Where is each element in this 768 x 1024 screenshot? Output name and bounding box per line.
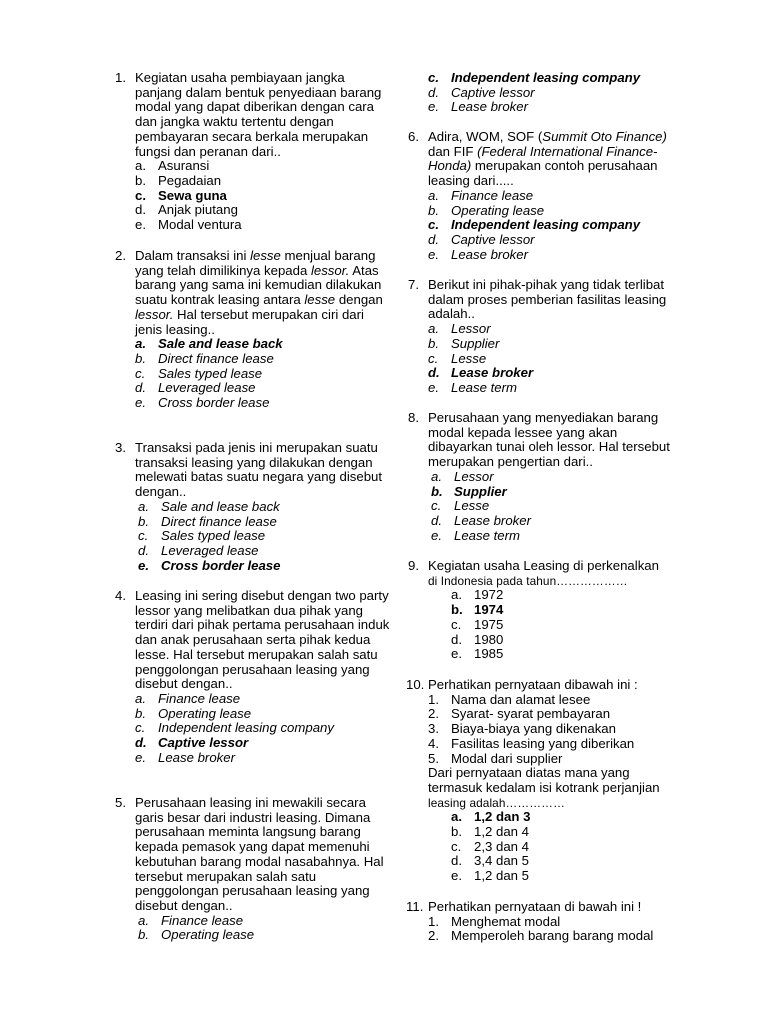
- question-number: 8.: [408, 410, 419, 425]
- option-d: d. Captive lessor: [428, 84, 535, 100]
- option-b-answer: b. Supplier: [431, 483, 507, 499]
- question-number: 4.: [115, 588, 126, 603]
- option-a: a. Finance lease: [428, 187, 534, 203]
- question-number: 3.: [115, 440, 126, 455]
- question-prompt: Dari pernyataan diatas mana yang termasuk kedalam isi kotrank perjanjian leasing adalah……………: [428, 765, 660, 810]
- question-stem: Transaksi pada jenis ini merupakan suatu transaksi leasing yang dilakukan dengan melewati batas suatu negara yang disebut dengan..: [135, 440, 383, 500]
- option-e: e. 1985: [451, 646, 504, 662]
- option-c: c. Sales typed lease: [135, 365, 263, 381]
- option-b: b. Operating lease: [135, 705, 252, 721]
- option-d: d. Leveraged lease: [135, 380, 256, 396]
- question-number: 5.: [115, 795, 126, 810]
- option-c-answer: c. Independent leasing company: [428, 217, 641, 233]
- question-11: [408, 900, 678, 944]
- statement-2: 2. Memperoleh barang barang modal: [428, 928, 654, 944]
- option-c: c. 1975: [451, 616, 504, 632]
- question-stem: Leasing ini sering disebut dengan two party lessor yang melibatkan dua pihak yang terdiri dari pihak pertama perusahaan induk dan anak perusahaan serta pihak kedua lesse. Hal tersebut merupakan salah satu penggolongan perusahaan leasing yang disebut dengan..: [135, 588, 390, 692]
- question-number: 9.: [408, 558, 419, 573]
- question-3: [115, 441, 393, 573]
- statement-5: 5. Modal dari supplier: [428, 750, 563, 766]
- option-c: c. Lesse: [428, 350, 487, 366]
- question-5: [115, 796, 393, 943]
- option-e: e. 1,2 dan 5: [451, 868, 529, 884]
- option-a: a. Lessor: [431, 468, 494, 484]
- statement-4: 4. Fasilitas leasing yang diberikan: [428, 735, 635, 751]
- option-b-answer: b. 1974: [451, 602, 504, 618]
- option-e-answer: e. Cross border lease: [138, 557, 281, 573]
- question-number: 2.: [115, 248, 126, 263]
- option-e: e. Cross border lease: [135, 395, 270, 411]
- question-stem: Perhatikan pernyataan dibawah ini :: [428, 677, 638, 692]
- option-d: d. Anjak piutang: [135, 202, 238, 218]
- option-d: d. 3,4 dan 5: [451, 853, 529, 869]
- option-a: a. Sale and lease back: [138, 498, 280, 514]
- question-stem: Kegiatan usaha Leasing di perkenalkan di Indonesia pada tahun………………: [428, 558, 659, 588]
- option-d: d. Lease broker: [431, 512, 531, 528]
- question-1: [115, 71, 393, 233]
- option-c: c. Sales typed lease: [138, 528, 266, 544]
- option-e: e. Lease term: [431, 527, 520, 543]
- option-a: a. Lessor: [428, 321, 491, 337]
- option-c: c. 2,3 dan 4: [451, 838, 529, 854]
- question-number: 7.: [408, 277, 419, 292]
- option-c-answer: c. Sewa guna: [135, 187, 227, 203]
- option-b: b. Operating lease: [428, 202, 545, 218]
- option-d-answer: d. Captive lessor: [135, 735, 249, 751]
- question-number: 6.: [408, 129, 419, 144]
- question-stem: Perusahaan leasing ini mewakili secara garis besar dari industri leasing. Dimana perusahaan meminta langsung barang kepada pemasok yang dapat memenuhi kebutuhan barang modal nasabahnya. Hal tersebut merupakan salah satu penggolongan perusahaan leasing yang disebut dengan..: [135, 795, 384, 913]
- option-d: d. Captive lessor: [428, 231, 535, 247]
- option-b: b. Direct finance lease: [138, 513, 277, 529]
- question-5-continued: [408, 71, 678, 115]
- option-c-answer: c. Independent leasing company: [428, 70, 641, 85]
- option-b: b. Direct finance lease: [135, 350, 274, 366]
- question-10: [408, 678, 678, 884]
- question-stem: Berikut ini pihak-pihak yang tidak terlibat dalam proses pemberian fasilitas leasing adalah..: [428, 277, 667, 322]
- question-2: [115, 249, 393, 411]
- question-number: 1.: [115, 70, 126, 85]
- question-number: 10.: [406, 677, 425, 692]
- option-c: c. Independent leasing company: [135, 720, 334, 736]
- statement-2: 2. Syarat- syarat pembayaran: [428, 706, 611, 722]
- option-e: e. Lease broker: [428, 99, 528, 115]
- option-a: a. Finance lease: [138, 912, 244, 928]
- option-c: c. Lesse: [431, 498, 490, 514]
- question-stem: Dalam transaksi ini lesse menjual barang yang telah dimilikinya kepada lessor. Atas barang yang sama ini kemudian dilakukan suatu kontrak leasing antara lesse dengan lessor. Hal tersebut merupakan ciri dari jenis leasing..: [135, 248, 383, 337]
- option-e: e. Lease term: [428, 379, 517, 395]
- option-b: b. 1,2 dan 4: [451, 824, 529, 840]
- option-a: a. Asuransi: [135, 158, 210, 174]
- question-6: [408, 130, 678, 262]
- question-stem: Perhatikan pernyataan di bawah ini !: [428, 899, 642, 914]
- option-a: a. 1972: [451, 587, 504, 603]
- question-9: [408, 559, 678, 662]
- option-a-answer: a. 1,2 dan 3: [451, 809, 531, 825]
- question-7: [408, 278, 678, 396]
- option-e: e. Lease broker: [428, 246, 528, 262]
- option-e: e. Modal ventura: [135, 217, 242, 233]
- option-d: d. 1980: [451, 631, 504, 647]
- statement-1: 1. Menghemat modal: [428, 913, 561, 929]
- statement-1: 1. Nama dan alamat lesee: [428, 691, 591, 707]
- option-d-answer: d. Lease broker: [428, 365, 534, 381]
- question-stem: Kegiatan usaha pembiayaan jangka panjang dalam bentuk penyediaan barang modal yang dapat diberikan dengan cara dan jangka waktu tertentu dengan pembayaran secara berkala merupakan fungsi dan peranan dari..: [135, 70, 382, 159]
- question-4: [115, 589, 393, 765]
- question-8: [408, 411, 678, 543]
- option-a-answer: a. Sale and lease back: [135, 336, 283, 352]
- option-b: b. Supplier: [428, 335, 500, 351]
- option-b: b. Pegadaian: [135, 172, 222, 188]
- question-number: 11.: [406, 899, 424, 914]
- statement-3: 3. Biaya-biaya yang dikenakan: [428, 721, 616, 737]
- option-d: d. Leveraged lease: [138, 542, 259, 558]
- option-a: a. Finance lease: [135, 690, 241, 706]
- question-stem: Perusahaan yang menyediakan barang modal kepada lessee yang akan dibayarkan tunai oleh lessor. Hal tersebut merupakan pengertian dari..: [428, 410, 670, 470]
- option-b: b. Operating lease: [138, 927, 255, 943]
- question-stem: Adira, WOM, SOF (Summit Oto Finance) dan FIF (Federal International Finance-Honda) merupakan contoh perusahaan leasing dari.....: [428, 129, 667, 189]
- option-e: e. Lease broker: [135, 749, 235, 765]
